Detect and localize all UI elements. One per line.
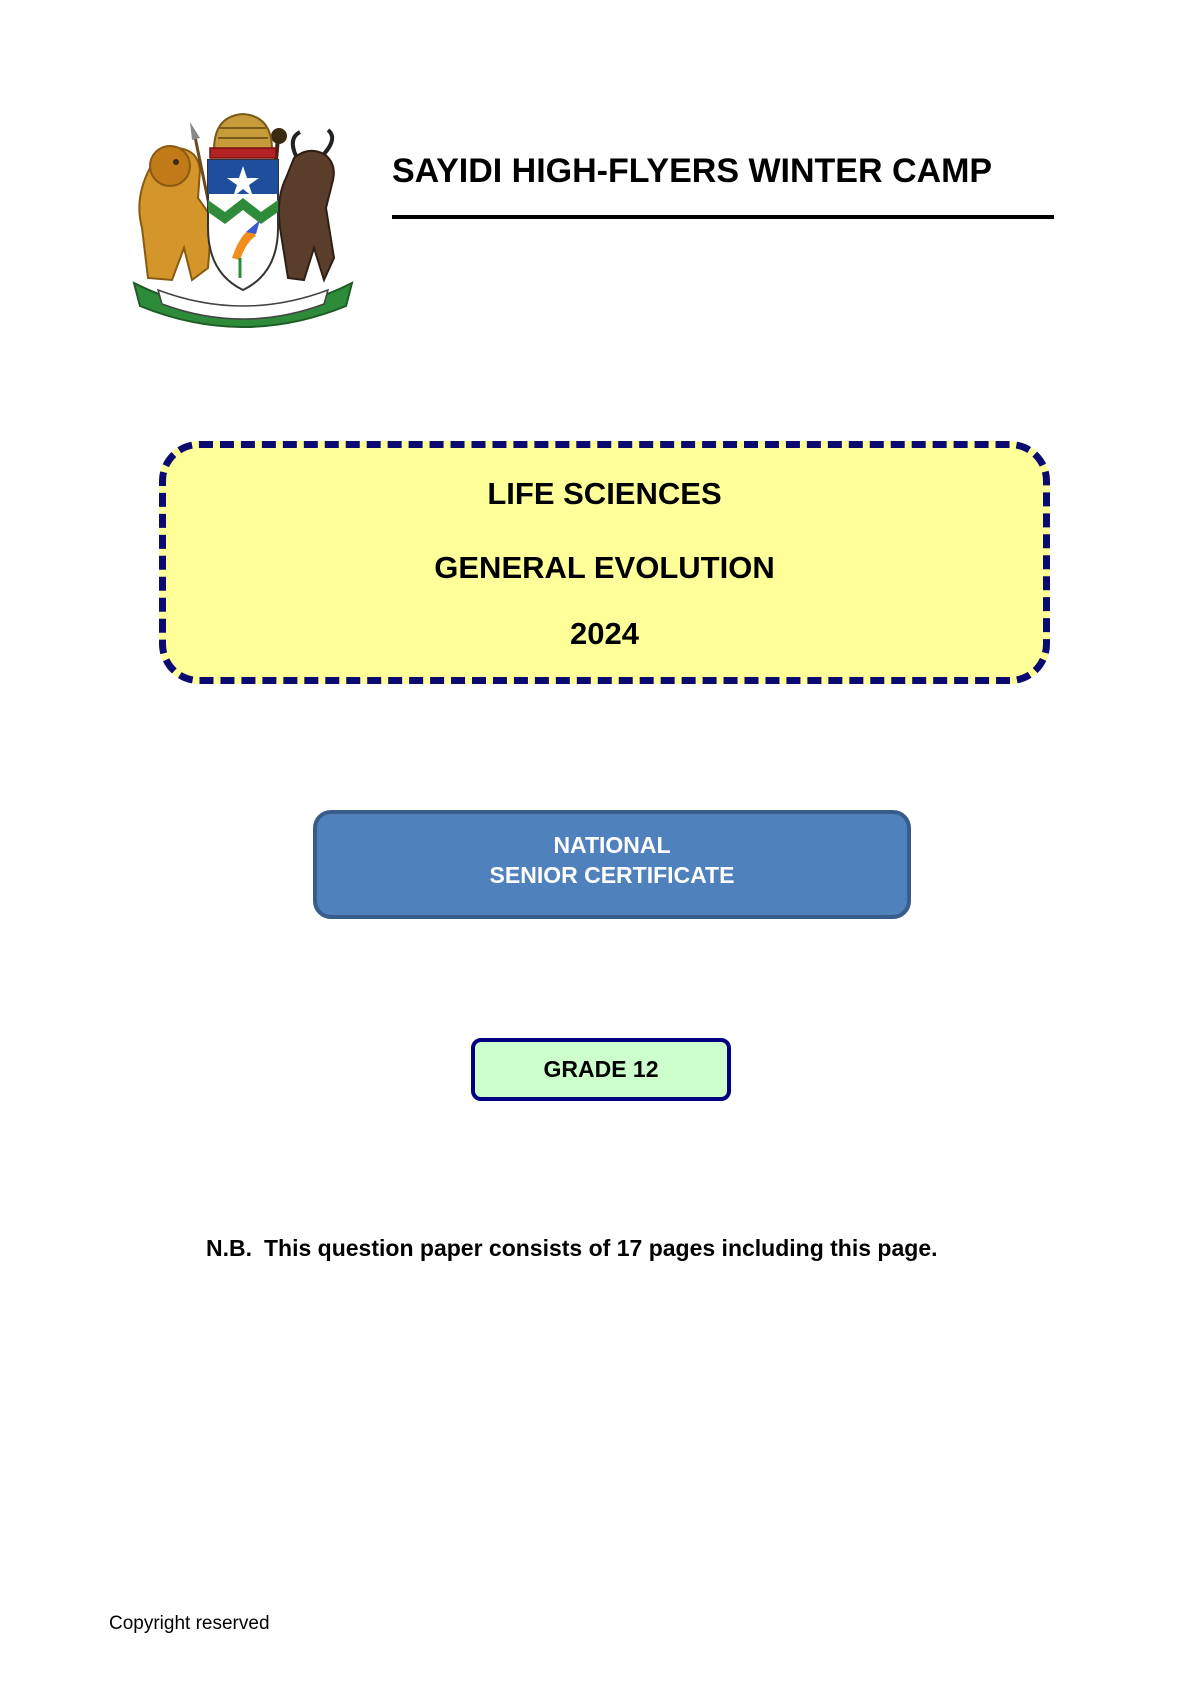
page-count-note <box>206 1235 938 1262</box>
certificate-line-2: SENIOR CERTIFICATE <box>489 862 735 888</box>
coat-of-arms-logo <box>128 108 358 328</box>
topic-name: GENERAL EVOLUTION <box>434 550 775 585</box>
school-title: SAYIDI HIGH-FLYERS WINTER CAMP <box>392 152 993 190</box>
title-underline <box>392 215 1054 219</box>
copyright-footer: Copyright reserved <box>109 1613 270 1634</box>
certificate-line-1: NATIONAL <box>553 832 671 858</box>
certificate-box <box>313 810 911 919</box>
exam-year: 2024 <box>570 616 639 651</box>
note-text: This question paper consists of 17 pages including this page. <box>264 1235 938 1261</box>
note-label: N.B. <box>206 1235 252 1261</box>
grade-badge: GRADE 12 <box>471 1038 731 1101</box>
subject-box <box>159 441 1050 684</box>
subject-name: LIFE SCIENCES <box>487 476 722 511</box>
